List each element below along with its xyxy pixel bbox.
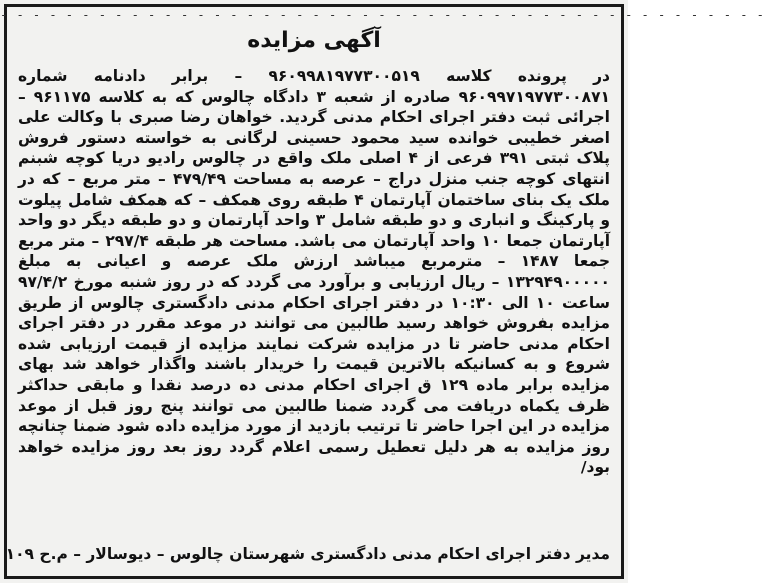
notice-signature: مدیر دفتر اجرای احکام مدنی دادگستری شهرستان چالوس – دیوسالار – م.ح ۱۰۹ (5, 545, 610, 563)
notice-body: در پرونده کلاسه ۹۶۰۹۹۸۱۹۷۷۳۰۰۵۱۹ – برابر دادنامه شماره ۹۶۰۹۹۷۱۹۷۷۳۰۰۸۷۱ صادره از شعبه ۳ دادگاه چالوس که به کلاسه ۹۶۱۱۷۵ – اجرائی ثبت دفتر اجرای احکام مدنی گردید. خواهان رضا صبری با وکالت علی اصغر خطیبی خوانده سید محمود حسینی لرگانی به خواسته دستور فروش پلاک ثبتی ۳۹۱ فرعی از ۴ اصلی ملک واقع در چالوس رادیو دریا کوچه شبنم انتهای کوچه جنب منزل دراج – عرصه به مساحت ۴۷۹/۴۹ – متر مربع – که در ملک یک بنای ساختمان آپارتمان ۴ طبقه روی همکف – که همکف شامل پیلوت و پارکینگ و انباری و دو طبقه شامل ۳ واحد آپارتمان و دو طبقه دیگر دو واحد آپارتمان جمعا ۱۰ واحد آپارتمان می باشد. مساحت هر طبقه ۲۹۷/۴ – متر مربع جمعا ۱۴۸۷ – مترمربع میباشد ارزش ملک عرصه و اعیانی به مبلغ ۱۳۲۹۴۹۰۰۰۰۰ – ریال ارزیابی و برآورد می گردد که در روز شنبه مورخ ۹۷/۴/۲ ساعت ۱۰ الی ۱۰:۳۰ در دفتر اجرای احکام مدنی دادگستری چالوس از طریق مزایده بفروش خواهد رسید طالبین می توانند در موعد مقرر در دفتر اجرای احکام مدنی حاضر تا در مزایده شرکت نمایند مزایده از قیمت ارزیابی شده شروع و به کسانیکه بالاترین قیمت را خریدار باشند واگذار خواهد شد بهای مزایده برابر ماده ۱۲۹ ق اجرای احکام مدنی ده درصد نقدا و مابقی حداکثر ظرف یکماه دریافت می گردد ضمنا طالبین می توانند پنج روز قبل از موعد مزایده در این اجرا حاضر تا ترتیب بازدید از مورد مزایده داده شود ضمنا چنانچه روز مزایده به هر دلیل تعطیل رسمی اعلام گردد روز بعد روز مزایده خواهد بود/ (18, 67, 611, 477)
top-dashed-divider: - - - - - - - - - - - - - - - - - - - - - - - - - - - - - - - - - - - - - - - - - - - - - - - (0, 8, 765, 22)
notice-title: آگهی مزایده (247, 28, 381, 53)
